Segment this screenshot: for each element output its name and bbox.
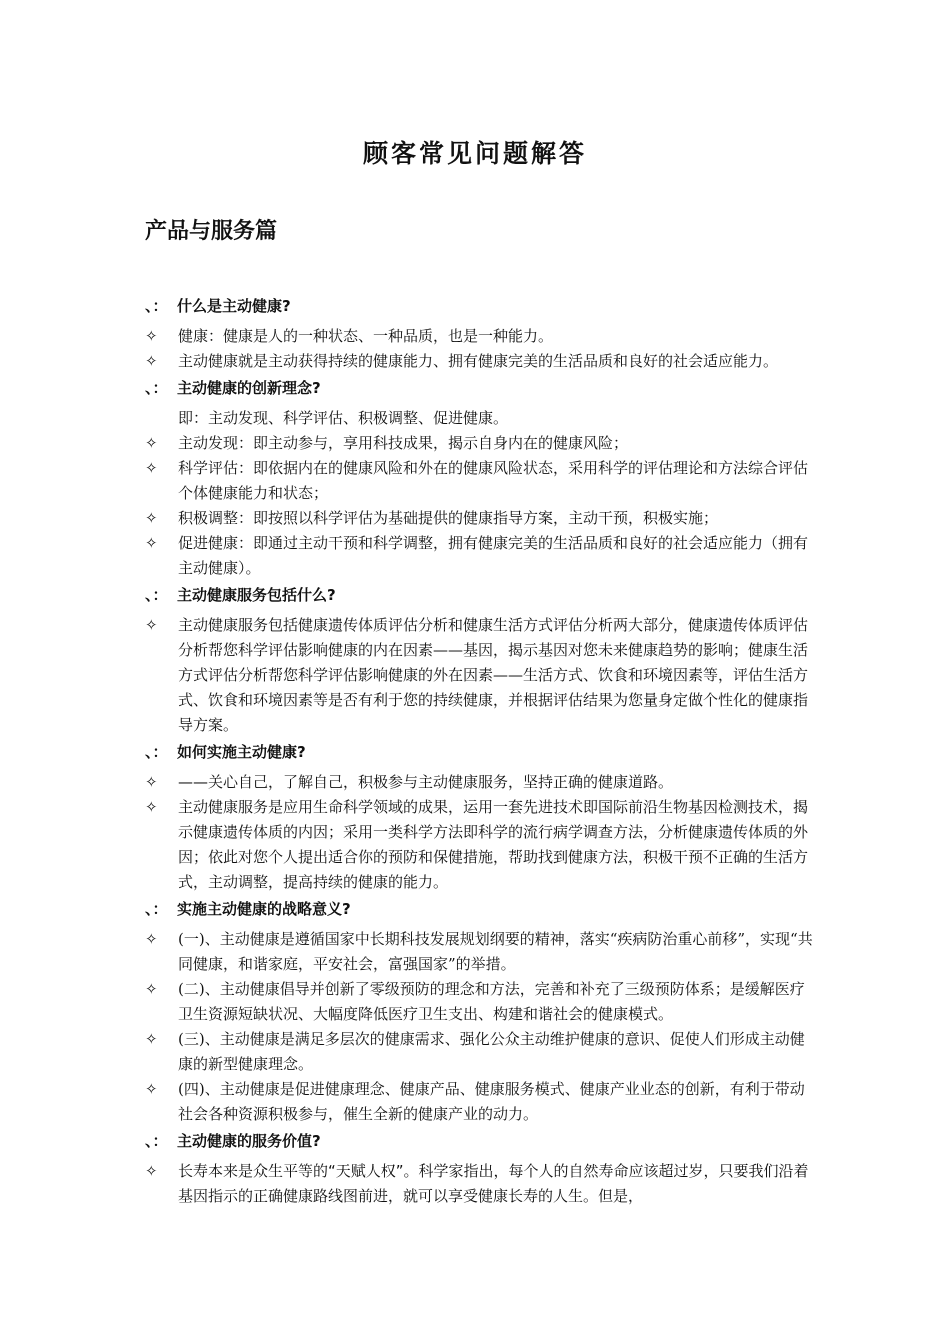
question-text: 如何实施主动健康? [177, 743, 306, 761]
answer-text: 健康：健康是人的一种状态、一种品质，也是一种能力。 [178, 327, 554, 345]
diamond-bullet-icon: ✧ [145, 980, 158, 998]
section-heading: 产品与服务篇 [145, 219, 278, 244]
answer-item [145, 531, 815, 581]
qa-group [145, 740, 815, 895]
qa-group [145, 583, 815, 738]
answer-text: 长寿本来是众生平等的“天赋人权”。科学家指出，每个人的自然寿命应该超过岁，只要我们沿着基因指示的正确健康路线图前进，就可以享受健康长寿的人生。但是， [178, 1162, 809, 1205]
answer-item [145, 456, 815, 506]
answer-text: ——关心自己，了解自己，积极参与主动健康服务，坚持正确的健康道路。 [178, 773, 674, 791]
answer-item [145, 1159, 815, 1209]
qa-group [145, 294, 815, 374]
answer-item [145, 506, 815, 531]
question-heading [145, 897, 815, 921]
answer-item [145, 349, 815, 374]
answer-text: 主动健康就是主动获得持续的健康能力、拥有健康完美的生活品质和良好的社会适应能力。 [178, 352, 779, 370]
answer-text: (一)、主动健康是遵循国家中长期科技发展规划纲要的精神，落实“疾病防治重心前移”，实现“共同健康，和谐家庭，平安社会，富强国家”的举措。 [178, 930, 813, 973]
answer-item [145, 977, 815, 1027]
diamond-bullet-icon: ✧ [145, 434, 158, 452]
qa-list [145, 294, 815, 1211]
answer-item [145, 1027, 815, 1077]
answer-item [145, 324, 815, 349]
answer-text: (三)、主动健康是满足多层次的健康需求、强化公众主动维护健康的意识、促使人们形成主动健康的新型健康理念。 [178, 1030, 805, 1073]
qa-group [145, 897, 815, 1127]
question-number-mark: 、： [145, 586, 168, 604]
question-heading [145, 740, 815, 764]
question-text: 实施主动健康的战略意义? [177, 900, 351, 918]
question-number-mark: 、： [145, 900, 168, 918]
answer-text: (二)、主动健康倡导并创新了零级预防的理念和方法，完善和补充了三级预防体系；是缓解医疗卫生资源短缺状况、大幅度降低医疗卫生支出、构建和谐社会的健康模式。 [178, 980, 805, 1023]
question-text: 主动健康的服务价值? [177, 1132, 321, 1150]
answer-text: 主动发现：即主动参与，享用科技成果，揭示自身内在的健康风险； [178, 434, 629, 452]
diamond-bullet-icon: ✧ [145, 509, 158, 527]
diamond-bullet-icon: ✧ [145, 930, 158, 948]
answer-item [145, 613, 815, 738]
answer-text: 科学评估：即依据内在的健康风险和外在的健康风险状态，采用科学的评估理论和方法综合评估个体健康能力和状态； [178, 459, 809, 502]
diamond-bullet-icon: ✧ [145, 327, 158, 345]
question-number-mark: 、： [145, 379, 168, 397]
question-heading [145, 1129, 815, 1153]
qa-group [145, 376, 815, 581]
diamond-bullet-icon: ✧ [145, 459, 158, 477]
answer-text: 促进健康：即通过主动干预和科学调整，拥有健康完美的生活品质和良好的社会适应能力（拥有主动健康）。 [178, 534, 809, 577]
question-heading [145, 376, 815, 400]
question-heading [145, 294, 815, 318]
diamond-bullet-icon: ✧ [145, 1162, 158, 1180]
diamond-bullet-icon: ✧ [145, 352, 158, 370]
diamond-bullet-icon: ✧ [145, 1030, 158, 1048]
question-text: 什么是主动健康? [177, 297, 291, 315]
answer-item [145, 795, 815, 895]
diamond-bullet-icon: ✧ [145, 1080, 158, 1098]
answer-text: 主动健康服务是应用生命科学领域的成果，运用一套先进技术即国际前沿生物基因检测技术，揭示健康遗传体质的内因；采用一类科学方法即科学的流行病学调查方法，分析健康遗传体质的外因；依此对您个人提出适合你的预防和保健措施，帮助找到健康方法，积极干预不正确的生活方式，主动调整，提高持续的健康的能力。 [178, 798, 809, 891]
question-number-mark: 、： [145, 1132, 168, 1150]
diamond-bullet-icon: ✧ [145, 773, 158, 791]
answer-item [145, 431, 815, 456]
qa-group [145, 1129, 815, 1209]
question-text: 主动健康的创新理念? [177, 379, 321, 397]
diamond-bullet-icon: ✧ [145, 534, 158, 552]
question-number-mark: 、： [145, 743, 168, 761]
answer-text: (四)、主动健康是促进健康理念、健康产品、健康服务模式、健康产业业态的创新，有利于带动社会各种资源积极参与，催生全新的健康产业的动力。 [178, 1080, 805, 1123]
answer-text: 主动健康服务包括健康遗传体质评估分析和健康生活方式评估分析两大部分，健康遗传体质评估分析帮您科学评估影响健康的内在因素——基因，揭示基因对您未来健康趋势的影响；健康生活方式评估分析帮您科学评估影响健康的外在因素——生活方式、饮食和环境因素等，评估生活方式、饮食和环境因素等是否有利于您的持续健康，并根据评估结果为您量身定做个性化的健康指导方案。 [178, 616, 809, 734]
answer-item [145, 1077, 815, 1127]
answer-text: 积极调整：即按照以科学评估为基础提供的健康指导方案，主动干预，积极实施； [178, 509, 719, 527]
answer-item [145, 770, 815, 795]
answer-item [145, 927, 815, 977]
document-title: 顾客常见问题解答 [362, 139, 587, 168]
diamond-bullet-icon: ✧ [145, 798, 158, 816]
question-number-mark: 、： [145, 297, 168, 315]
question-text: 主动健康服务包括什么? [177, 586, 336, 604]
question-heading [145, 583, 815, 607]
diamond-bullet-icon: ✧ [145, 616, 158, 634]
answer-intro: 即：主动发现、科学评估、积极调整、促进健康。 [178, 409, 509, 427]
